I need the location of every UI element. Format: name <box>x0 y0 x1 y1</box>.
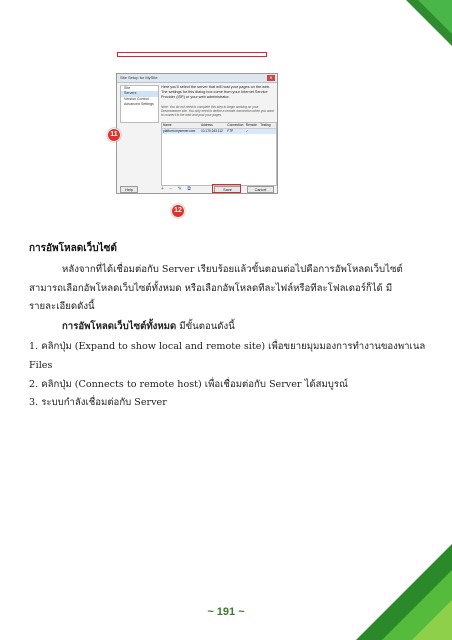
step-3: 3. ระบบกำลังเชื่อมต่อกับ Server <box>29 397 167 408</box>
section-heading: การอัพโหลดเว็บไซต์ <box>29 243 117 254</box>
column-remote: Remote <box>245 123 257 127</box>
step-badge-12: 12 <box>171 204 185 218</box>
dialog-title: Site Setup for MySite <box>117 74 277 83</box>
table-row[interactable] <box>162 129 276 134</box>
column-address: Address <box>200 123 213 127</box>
nav-item-version-control[interactable]: Version Control <box>124 96 149 101</box>
server-remote-checkbox[interactable]: ✓ <box>245 129 249 133</box>
step-2: 2. คลิกปุ่ม (Connects to remote host) เพื่อเชื่อมต่อกับ Server ได้สมบูรณ์ <box>29 379 348 390</box>
step-1: 1. คลิกปุ่ม (Expand to show local and remote site) เพื่อขยายมุมมองการทำงานของพาเนล <box>29 341 426 352</box>
server-name-cell: platform.myserver.com <box>163 129 196 133</box>
server-table <box>161 122 277 186</box>
dialog-note-text: Note: You do not need to complete this step to begin working on your Dreamweaver site. You only need to define a remote connection when you want to connect to the web and post your pages. <box>161 105 274 118</box>
nav-item-servers[interactable]: Servers <box>121 91 158 96</box>
column-name: Name <box>163 123 172 127</box>
server-testing-checkbox[interactable] <box>259 129 276 134</box>
cancel-button[interactable]: Cancel <box>247 186 274 193</box>
subheading: การอัพโหลดเว็บไซต์ทั้งหมด <box>62 321 177 332</box>
column-connection: Connection <box>227 123 244 127</box>
step-1-continued: Files <box>29 360 53 371</box>
server-connection-cell: FTP <box>227 129 234 133</box>
save-button-highlight <box>212 184 241 193</box>
dialog-nav <box>120 85 159 123</box>
corner-decoration-top-inner <box>418 0 452 34</box>
site-setup-dialog <box>116 73 278 194</box>
step-badge-11: 11 <box>107 128 121 142</box>
paragraph-line-2: สามารถเลือกอัพโหลดเว็บไซต์ทั้งหมด หรือเลือกอัพโหลดทีละไฟล์หรือทีละโฟลเดอร์ก็ได้ มี <box>29 283 393 294</box>
server-address-cell: 10.170.243.112 <box>200 129 223 133</box>
help-button[interactable]: Help <box>120 186 138 193</box>
close-icon[interactable]: ✕ <box>267 75 275 81</box>
nav-item-site[interactable]: Site <box>124 86 131 90</box>
server-row-highlight <box>117 52 267 57</box>
table-tools[interactable]: + − ✎ ⧉ <box>161 186 193 192</box>
paragraph-line-1: หลังจากที่ได้เชื่อมต่อกับ Server เรียบร้อยแล้วขั้นตอนต่อไปคือการอัพโหลดเว็บไซต์ <box>62 264 403 275</box>
subheading-tail: มีขั้นตอนดังนี้ <box>176 321 235 332</box>
page-number: ~ 191 ~ <box>207 606 245 618</box>
subheading-line <box>62 318 235 336</box>
save-button[interactable]: Save <box>214 186 241 193</box>
dialog-header-text: Here you'll select the server that will host your pages on the web. The settings for this dialog box come from your Internet Service Provider (ISP) or your web administrator. <box>161 85 271 99</box>
paragraph-line-3: รายละเอียดดังนี้ <box>29 301 95 312</box>
nav-item-advanced-settings[interactable]: Advanced Settings <box>124 102 154 107</box>
column-testing: Testing <box>260 123 271 127</box>
